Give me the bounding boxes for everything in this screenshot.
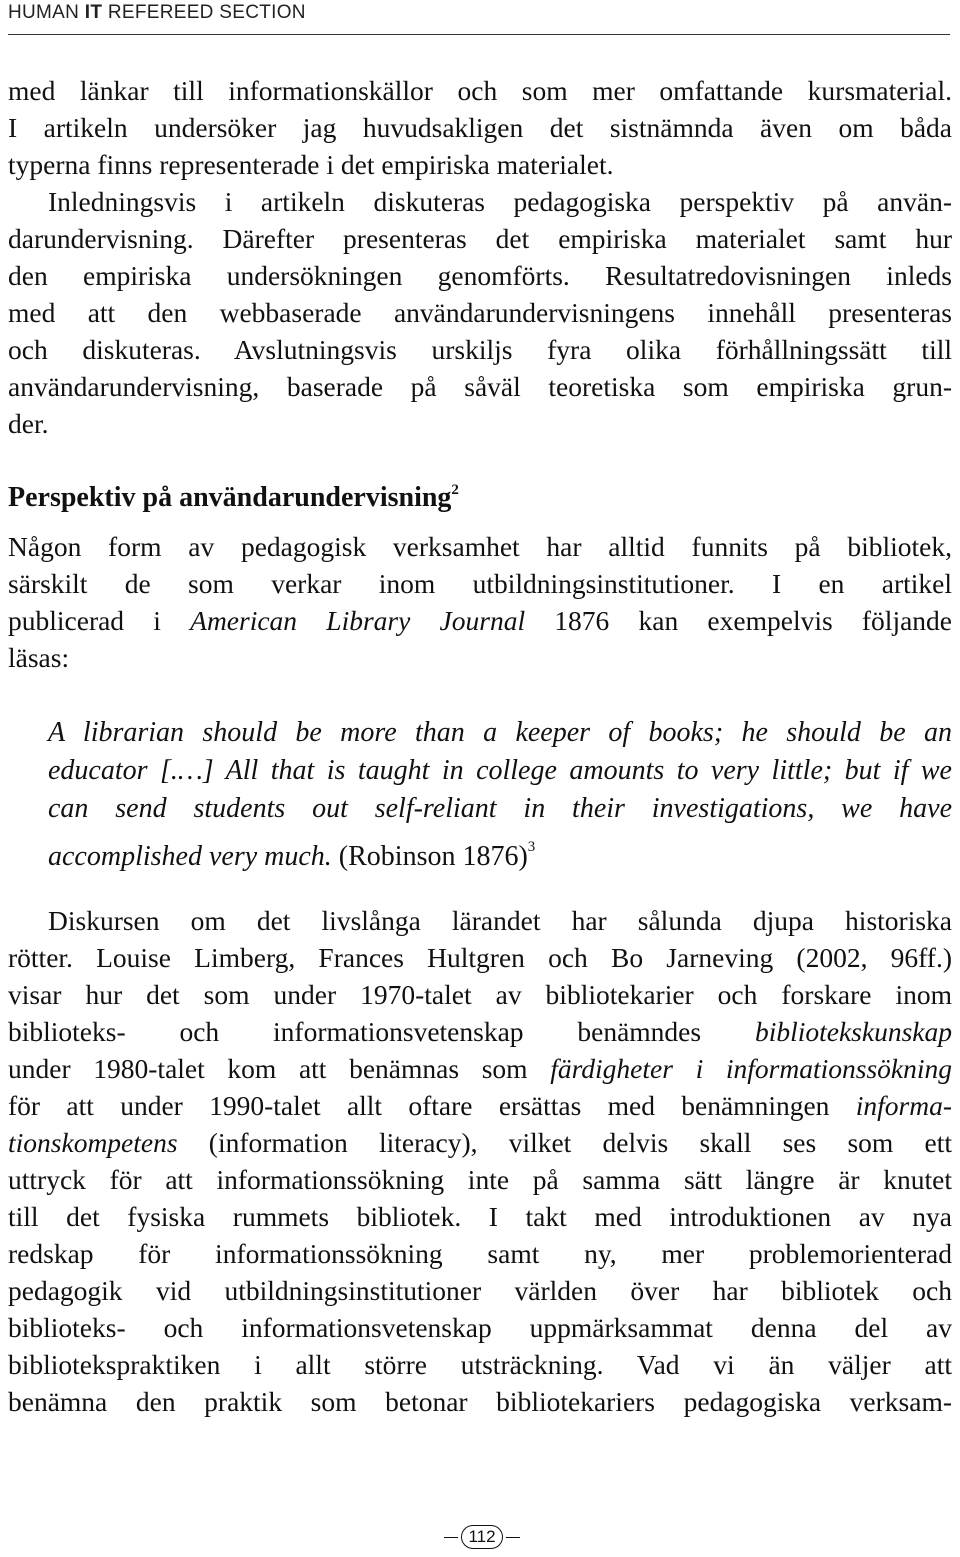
text-span: publicerad i — [8, 605, 191, 636]
italic-term: färdigheter i informationssökning — [550, 1053, 952, 1084]
section-heading — [8, 482, 459, 514]
header-rule — [8, 34, 950, 35]
text-line: bibliotekspraktiken i allt större utsträckning. Vad vi än väljer att — [8, 1349, 952, 1380]
italic-term: bibliotekskunskap — [754, 1016, 952, 1047]
page-number — [454, 1525, 510, 1549]
quote-line — [48, 828, 952, 876]
text-line: pedagogik vid utbildningsinstitutioner världen över har bibliotek och — [8, 1275, 952, 1306]
text-line: der. — [8, 408, 49, 439]
text-span: (information literacy), vilket delvis skall ses som ett — [177, 1127, 952, 1158]
text-line — [8, 602, 952, 639]
running-header — [8, 2, 306, 24]
paragraph-1 — [8, 72, 952, 442]
text-line: darundervisning. Därefter presenteras det empiriska materialet samt hur — [8, 223, 952, 254]
text-span: 1876 kan exempelvis följande — [525, 605, 952, 636]
text-line: till det fysiska rummets bibliotek. I takt med introduktionen av nya — [8, 1201, 952, 1232]
text-span: för att under 1990-talet allt oftare ersättas med benämningen — [8, 1090, 856, 1121]
quote-line: can send students out self-reliant in their investigations, we have — [48, 793, 952, 824]
quote-citation: (Robinson 1876) — [331, 841, 528, 872]
footnote-ref: 2 — [451, 482, 459, 498]
italic-term: informa- — [855, 1090, 952, 1121]
text-line: med att den webbaserade användarundervisningens innehåll presenteras — [8, 297, 952, 328]
text-span: under 1980-talet kom att benämnas som — [8, 1053, 551, 1084]
text-line: benämna den praktik som betonar bibliotekariers pedagogiska verksam- — [8, 1386, 952, 1417]
text-line: Någon form av pedagogisk verksamhet har alltid funnits på bibliotek, — [8, 531, 952, 562]
page-number-label: 112 — [461, 1525, 502, 1549]
heading-text: Perspektiv på användarundervisning — [8, 482, 452, 513]
text-line: visar hur det som under 1970-talet av bibliotekarier och forskare inom — [8, 979, 952, 1010]
text-line: redskap för informationssökning samt ny, mer problemorienterad — [8, 1238, 952, 1269]
text-line: biblioteks- och informationsvetenskap uppmärksammat denna del av — [8, 1312, 952, 1343]
text-line: läsas: — [8, 642, 70, 673]
text-line: rötter. Louise Limberg, Frances Hultgren och Bo Jarneving (2002, 96ff.) — [8, 942, 952, 973]
text-line: den empiriska undersökningen genomförts. Resultatredovisningen inleds — [8, 260, 952, 291]
paragraph-4 — [8, 902, 952, 1420]
text-line: typerna finns representerade i det empiriska materialet. — [8, 149, 614, 180]
text-line: Inledningsvis i artikeln diskuteras pedagogiska perspektiv på använ- — [48, 186, 952, 217]
text-line: Diskursen om det livslånga lärandet har sålunda djupa historiska — [48, 905, 952, 936]
text-line: särskilt de som verkar inom utbildningsinstitutioner. I en artikel — [8, 568, 952, 599]
text-line: I artikeln undersöker jag huvudsakligen det sistnämnda även om båda — [8, 112, 952, 143]
text-line — [8, 1050, 952, 1087]
text-line: användarundervisning, baserade på såväl teoretiska som empiriska grun- — [8, 371, 952, 402]
quote-line: A librarian should be more than a keeper of books; he should be an — [48, 717, 952, 748]
header-section: REFEREED SECTION — [102, 2, 306, 23]
italic-term: tionskompetens — [8, 1127, 178, 1158]
text-line: med länkar till informationskällor och som mer omfattande kursmaterial. — [8, 75, 952, 106]
text-line — [8, 1124, 952, 1161]
header-human: HUMAN — [8, 2, 85, 23]
text-line — [8, 1013, 952, 1050]
text-span: biblioteks- och informationsvetenskap benämndes — [8, 1016, 755, 1047]
text-line — [8, 1087, 952, 1124]
header-it: IT — [84, 2, 103, 23]
paragraph-3 — [8, 528, 952, 676]
block-quote — [48, 714, 952, 876]
text-line: och diskuteras. Avslutningsvis urskiljs fyra olika förhållningssätt till — [8, 334, 952, 365]
quote-text: accomplished very much. — [48, 841, 332, 872]
text-line: uttryck för att informationssökning inte på samma sätt längre är knutet — [8, 1164, 952, 1195]
journal-title: American Library Journal — [190, 605, 526, 636]
quote-line: educator [.…] All that is taught in college amounts to very little; but if we — [48, 755, 952, 786]
footnote-ref: 3 — [527, 839, 536, 855]
